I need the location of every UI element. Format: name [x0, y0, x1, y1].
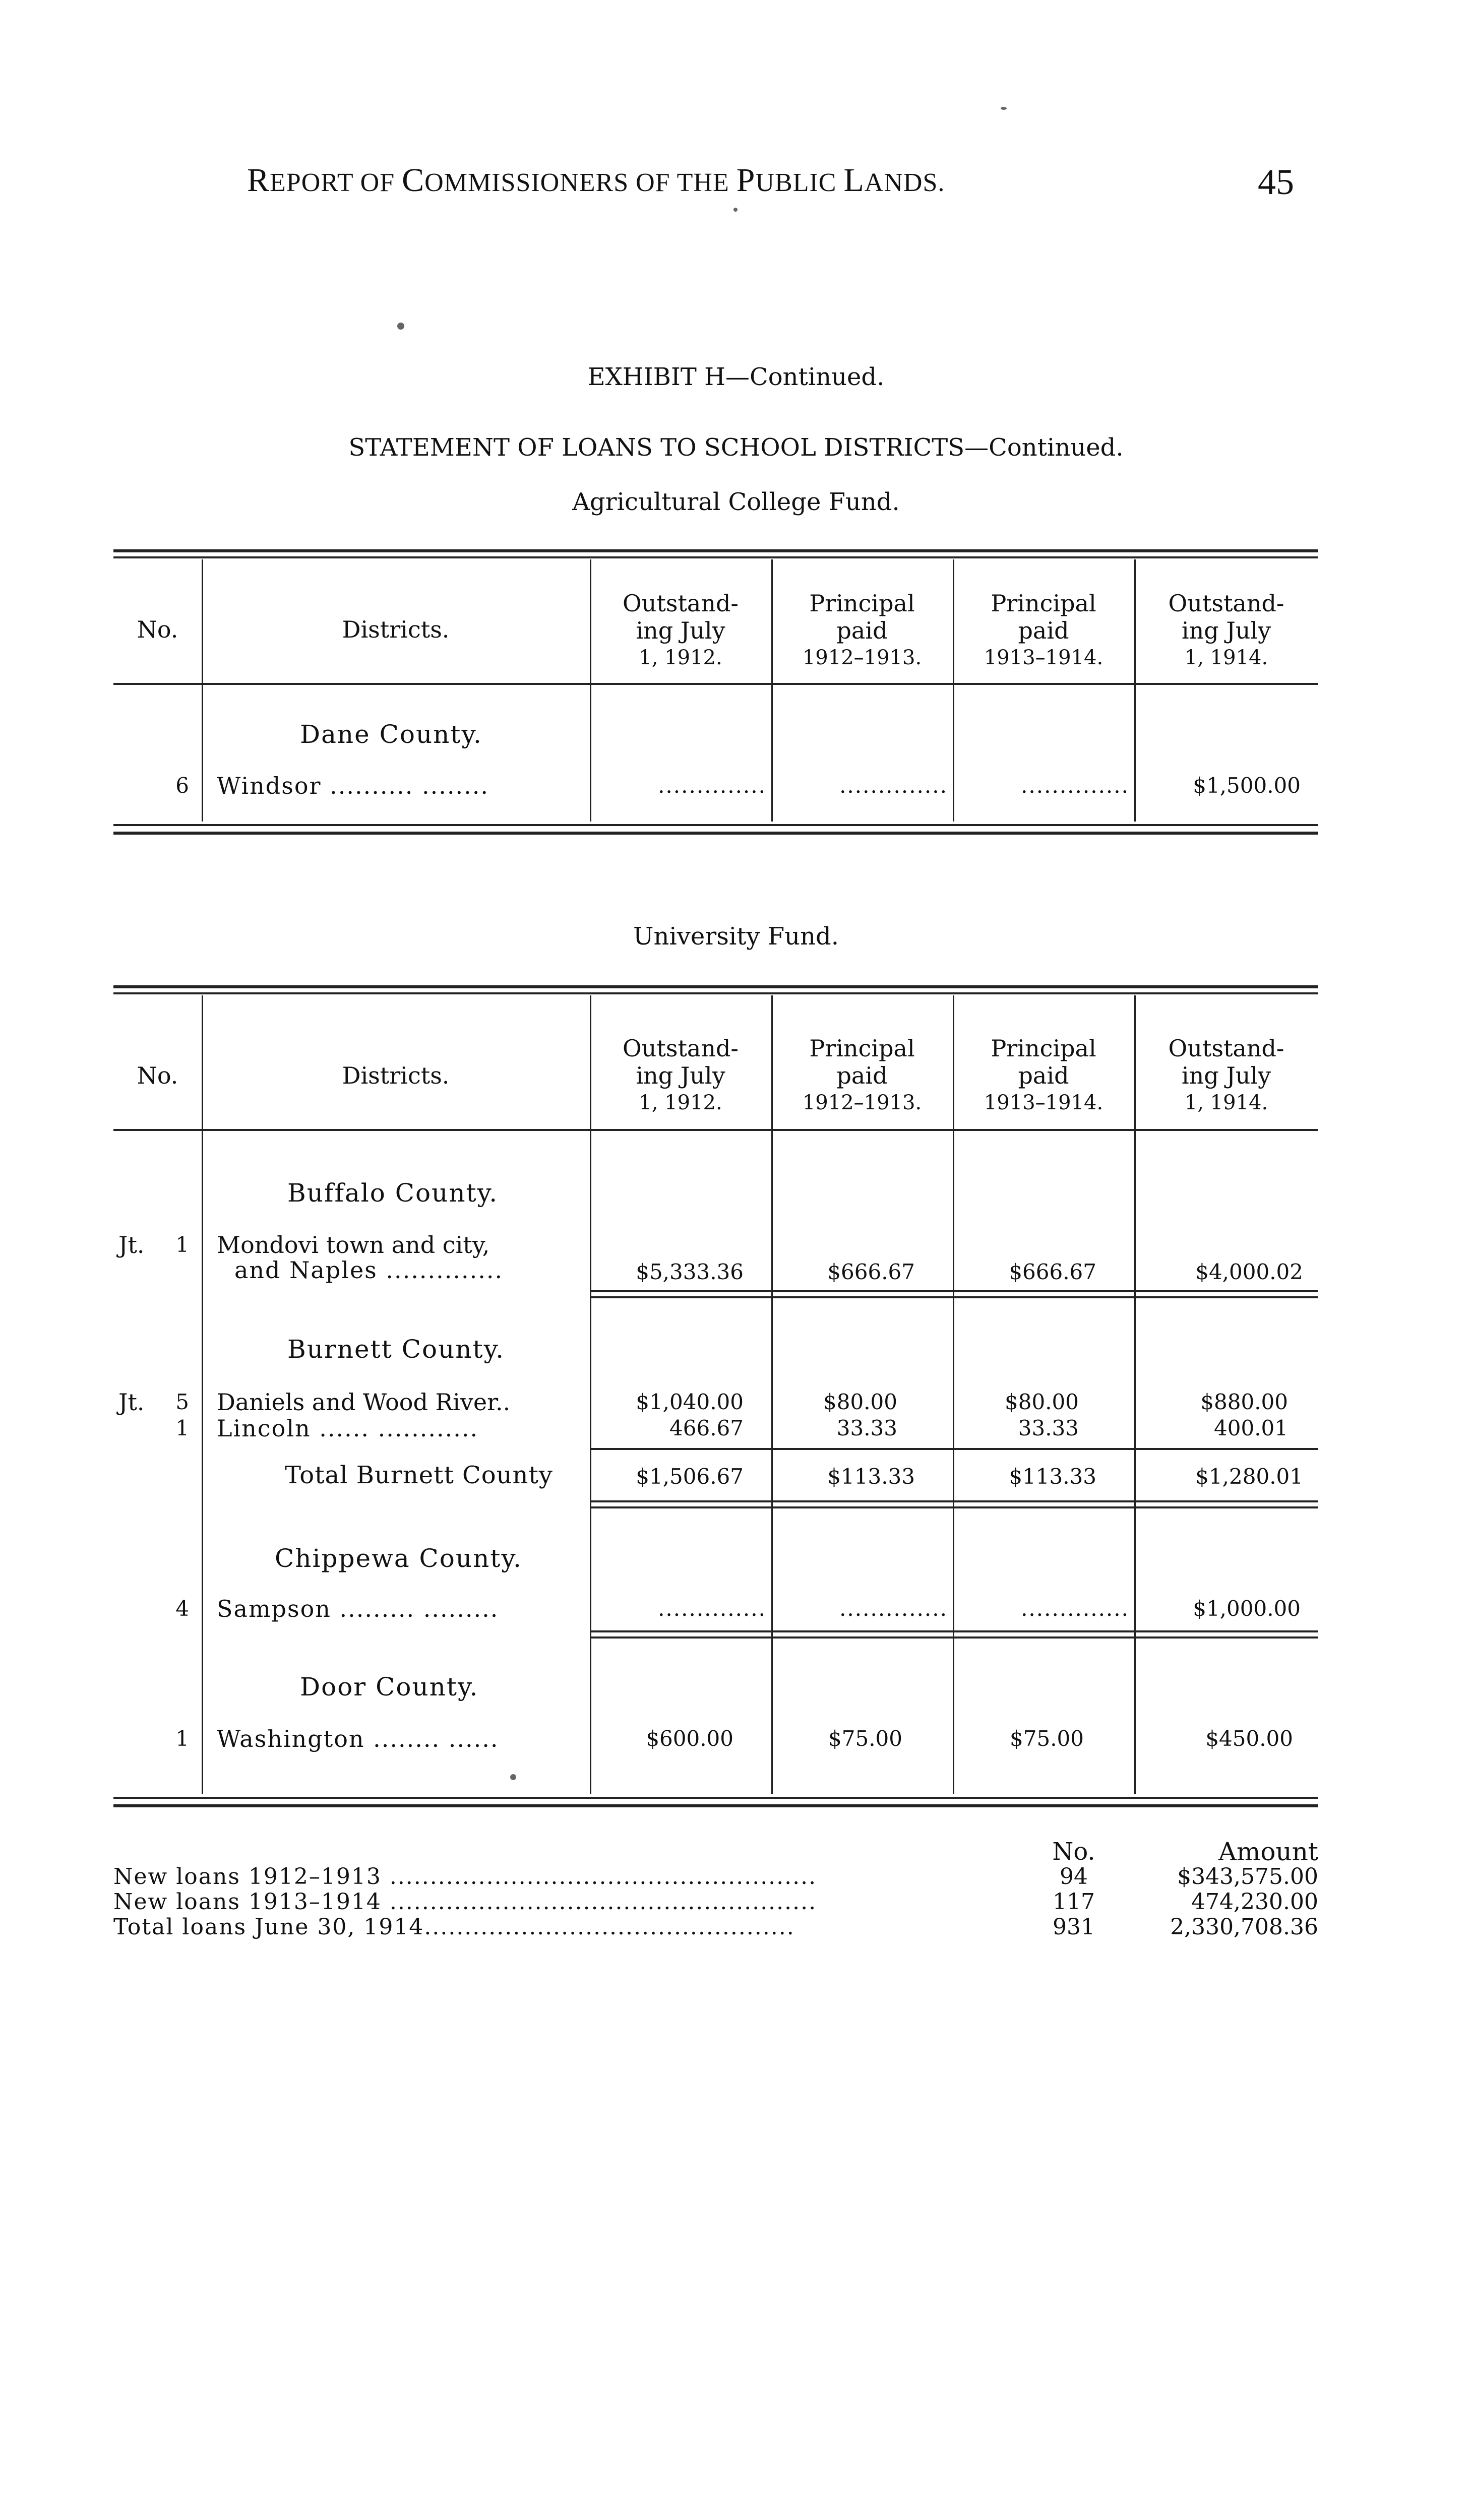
- total-rule: [590, 1506, 1318, 1508]
- cell-out-1914: $450.00: [1205, 1726, 1293, 1751]
- summary-count: 94: [1060, 1864, 1088, 1889]
- row-number: 6: [175, 773, 189, 798]
- cell-out-1912: 466.67: [669, 1416, 744, 1440]
- loan-summary: [113, 1837, 1318, 1961]
- row-number: 1: [175, 1232, 189, 1257]
- cell-paid-1913: 33.33: [836, 1416, 897, 1440]
- header-line: paid: [1018, 1062, 1069, 1089]
- subtotal-rule: [590, 1296, 1318, 1298]
- col-header-out-1912: [590, 590, 771, 671]
- row-number: 5: [175, 1390, 189, 1414]
- county-heading: Dane County.: [300, 720, 482, 749]
- scan-speck: [733, 208, 738, 212]
- row-number: 1: [175, 1726, 189, 1751]
- university-fund-title: University Fund.: [633, 922, 839, 951]
- subtotal-rule: [590, 1630, 1318, 1632]
- district-name: Mondovi town and city,: [217, 1231, 490, 1258]
- cell-out-1914: $1,000.00: [1193, 1596, 1301, 1621]
- running-head-c: C: [402, 162, 425, 199]
- district-name: Daniels and Wood River..: [217, 1389, 511, 1416]
- cell-out-1914: 400.01: [1214, 1416, 1288, 1440]
- cell-out-1912: ..............: [658, 1596, 766, 1621]
- header-line: ing July: [636, 1062, 725, 1089]
- column-divider: [202, 559, 203, 822]
- district-name: Washington ........ ......: [217, 1725, 499, 1752]
- total-out-1912: $1,506.67: [636, 1464, 744, 1489]
- header-line: Outstand-: [1168, 590, 1284, 617]
- county-heading: Burnett County.: [287, 1335, 505, 1364]
- summary-amount: 2,330,708.36: [1170, 1914, 1318, 1940]
- district-name-continued: and Naples ..............: [234, 1256, 504, 1284]
- col-header-out-1914: [1134, 1035, 1318, 1116]
- header-line: ing July: [1181, 617, 1271, 644]
- header-line: 1913–1914.: [984, 1091, 1103, 1114]
- cell-paid-1913: $75.00: [828, 1726, 902, 1751]
- table-rule: [113, 832, 1318, 835]
- col-header-no: No.: [137, 1062, 178, 1089]
- county-heading: Chippewa County.: [275, 1544, 522, 1573]
- table-rule: [113, 556, 1318, 558]
- running-head-ommissioners: OMMISSIONERS OF THE: [424, 168, 737, 197]
- header-line: Outstand-: [623, 1035, 739, 1062]
- col-header-out-1912: [590, 1035, 771, 1116]
- cell-out-1912: $1,040.00: [636, 1390, 744, 1414]
- scan-speck: [397, 323, 404, 330]
- cell-paid-1914: $75.00: [1010, 1726, 1084, 1751]
- col-header-paid-1913: [771, 590, 953, 671]
- header-line: 1913–1914.: [984, 646, 1103, 669]
- total-paid-1914: $113.33: [1009, 1464, 1096, 1489]
- running-head-l: L: [843, 162, 865, 199]
- joint-prefix: Jt.: [118, 1389, 145, 1416]
- cell-paid-1914: ..............: [1021, 773, 1129, 798]
- table-rule: [113, 683, 1318, 685]
- total-rule: [590, 1500, 1318, 1502]
- total-out-1914: $1,280.01: [1195, 1464, 1303, 1489]
- page-number: 45: [1258, 162, 1294, 202]
- header-line: paid: [836, 617, 888, 644]
- col-header-no: No.: [137, 616, 178, 643]
- header-line: Outstand-: [1168, 1035, 1284, 1062]
- header-line: Principal: [991, 590, 1096, 617]
- col-header-districts: Districts.: [342, 616, 450, 643]
- header-line: Outstand-: [623, 590, 739, 617]
- summary-amount: 474,230.00: [1191, 1889, 1318, 1915]
- summary-count: 931: [1053, 1914, 1095, 1940]
- summary-label: Total loans June 30, 1914..............................................: [113, 1914, 795, 1940]
- scan-speck: [1001, 107, 1007, 110]
- header-line: Principal: [809, 1035, 915, 1062]
- running-head-r: R: [247, 162, 270, 199]
- district-name: Sampson ......... .........: [217, 1595, 499, 1622]
- header-line: ing July: [1181, 1062, 1271, 1089]
- agricultural-fund-title: Agricultural College Fund.: [572, 488, 900, 516]
- col-header-out-1914: [1134, 590, 1318, 671]
- cell-paid-1914: ..............: [1021, 1596, 1129, 1621]
- cell-out-1914: $4,000.02: [1195, 1259, 1303, 1284]
- summary-amount: $343,575.00: [1177, 1864, 1318, 1889]
- table-rule: [113, 824, 1318, 826]
- summary-count: 117: [1053, 1889, 1095, 1915]
- summary-header-amount: Amount: [1218, 1837, 1318, 1866]
- header-line: 1912–1913.: [802, 646, 922, 669]
- header-line: 1, 1914.: [1184, 1091, 1268, 1114]
- header-line: Principal: [809, 590, 915, 617]
- county-heading: Door County.: [300, 1672, 479, 1702]
- header-line: paid: [836, 1062, 888, 1089]
- table-rule: [113, 549, 1318, 552]
- university-fund-table: [113, 985, 1318, 1812]
- summary-label: New loans 1913–1914 .....................................................: [113, 1889, 817, 1915]
- col-header-districts: Districts.: [342, 1062, 450, 1089]
- header-line: 1, 1912.: [639, 1091, 722, 1114]
- table-rule: [113, 1804, 1318, 1807]
- running-head-ublic: UBLIC: [755, 168, 844, 197]
- district-name: Windsor .......... ........: [217, 772, 489, 799]
- cell-out-1912: $5,333.36: [636, 1259, 744, 1284]
- table-rule: [113, 1797, 1318, 1799]
- exhibit-title: EXHIBIT H—Continued.: [587, 363, 885, 391]
- cell-out-1912: $600.00: [646, 1726, 733, 1751]
- county-heading: Buffalo County.: [287, 1178, 499, 1208]
- cell-out-1914: $1,500.00: [1193, 773, 1301, 798]
- cell-paid-1913: ..............: [839, 773, 948, 798]
- total-label: Total Burnett County: [285, 1461, 553, 1489]
- row-number: 1: [175, 1416, 189, 1440]
- running-head: [247, 161, 945, 200]
- subtotal-rule: [590, 1636, 1318, 1639]
- header-line: paid: [1018, 617, 1069, 644]
- cell-paid-1913: $666.67: [827, 1259, 915, 1284]
- total-paid-1913: $113.33: [827, 1464, 915, 1489]
- cell-paid-1914: 33.33: [1018, 1416, 1079, 1440]
- district-name: Lincoln ...... ............: [217, 1415, 479, 1442]
- summary-header-no: No.: [1052, 1838, 1095, 1866]
- agricultural-fund-table: [113, 549, 1318, 837]
- header-line: Principal: [991, 1035, 1096, 1062]
- joint-prefix: Jt.: [118, 1231, 145, 1258]
- header-line: 1, 1914.: [1184, 646, 1268, 669]
- subtotal-rule: [590, 1290, 1318, 1292]
- cell-paid-1914: $666.67: [1009, 1259, 1096, 1284]
- cell-paid-1913: ..............: [839, 1596, 948, 1621]
- table-rule: [113, 1129, 1318, 1131]
- running-head-p: P: [736, 162, 756, 199]
- subtotal-rule: [590, 1448, 1318, 1450]
- col-header-paid-1914: [953, 1035, 1134, 1116]
- cell-paid-1914: $80.00: [1005, 1390, 1079, 1414]
- header-line: ing July: [636, 617, 725, 644]
- table-rule: [113, 992, 1318, 994]
- header-line: 1, 1912.: [639, 646, 722, 669]
- cell-paid-1913: $80.00: [823, 1390, 897, 1414]
- scan-speck: [510, 1774, 516, 1780]
- row-number: 4: [175, 1596, 189, 1621]
- cell-out-1914: $880.00: [1200, 1390, 1288, 1414]
- running-head-eport: EPORT OF: [270, 168, 402, 197]
- column-divider: [202, 995, 203, 1794]
- col-header-paid-1914: [953, 590, 1134, 671]
- col-header-paid-1913: [771, 1035, 953, 1116]
- summary-label: New loans 1912–1913 .....................................................: [113, 1864, 817, 1889]
- statement-title: STATEMENT OF LOANS TO SCHOOL DISTRICTS—Continued.: [348, 433, 1124, 462]
- cell-out-1912: ..............: [658, 773, 766, 798]
- header-line: 1912–1913.: [802, 1091, 922, 1114]
- running-head-ands: ANDS.: [864, 168, 945, 197]
- table-rule: [113, 985, 1318, 988]
